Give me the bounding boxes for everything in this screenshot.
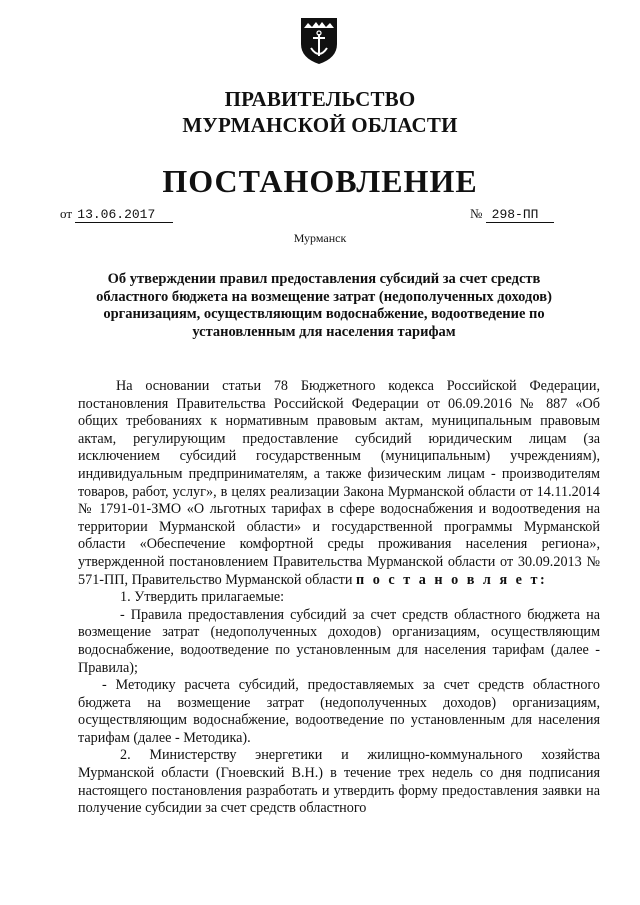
document-body (78, 378, 600, 818)
organization-name-line1: ПРАВИТЕЛЬСТВО (224, 87, 416, 111)
number-prefix: № (470, 206, 483, 221)
organization-name-line2: МУРМАНСКОЙ ОБЛАСТИ (182, 113, 458, 137)
document-number-field (470, 206, 554, 223)
item-1-methodology: - Методику расчета субсидий, предоставляемых за счет средств областного бюджета на возмещение затрат (недополученных доходов) организациям, осуществляющим водоснабжение, водоотведение по установленным для населения тарифам (далее - Методика). (78, 677, 600, 746)
preamble-paragraph (78, 378, 600, 589)
document-title: Об утверждении правил предоставления субсидий за счет средств областного бюджета на возмещение затрат (недополученных доходов) организациям, осуществляющим водоснабжение, водоотведение по установленным для населения тарифам (96, 271, 552, 340)
document-number: 298-ПП (486, 207, 555, 223)
item-1: 1. Утвердить прилагаемые: (120, 589, 285, 606)
preamble-text: На основании статьи 78 Бюджетного кодекса Российской Федерации, постановления Правительства Российской Федерации от 06.09.2016 № 887 «Об общих требованиях к нормативным правовым актам, муниципальным правовым актам, регулирующим предоставление субсидий юридическим лицам (за исключением субсидий государственным (муниципальным) учреждениям), индивидуальным предпринимателям, а также физическим лицам - производителям товаров, работ, услуг», в целях реализации Закона Мурманской области от 14.11.2014 № 1791-01-ЗМО «О льготных тарифах в сфере водоснабжения и водоотведения на территории Мурманской области» и государственной программы Мурманской области «Обеспечение комфортной среды проживания населения региона», утвержденной постановлением Правительства Мурманской области от 30.09.2013 № 571-ПП, Правительство Мурманской области (78, 378, 600, 588)
city-name: Мурманск (293, 231, 347, 245)
resolves-text: п о с т а н о в л я е т: (356, 571, 548, 588)
document-type-heading: ПОСТАНОВЛЕНИЕ (162, 163, 478, 199)
document-date: 13.06.2017 (75, 207, 173, 223)
item-1-rules: - Правила предоставления субсидий за счет средств областного бюджета на возмещение затрат (недополученных доходов) организациям, осуществляющим водоснабжение, водоотведение по установленным для населения тарифам (далее - Правила); (78, 606, 600, 676)
document-date-field (60, 206, 173, 223)
coat-of-arms-emblem (298, 14, 340, 66)
date-prefix: от (60, 206, 73, 221)
item-2: 2. Министерству энергетики и жилищно-коммунального хозяйства Мурманской области (Гноевский В.Н.) в течение трех недель со дня подписания настоящего постановления разработать и утвердить форму предоставления заявки на получение субсидии за счет средств областного (78, 747, 600, 817)
